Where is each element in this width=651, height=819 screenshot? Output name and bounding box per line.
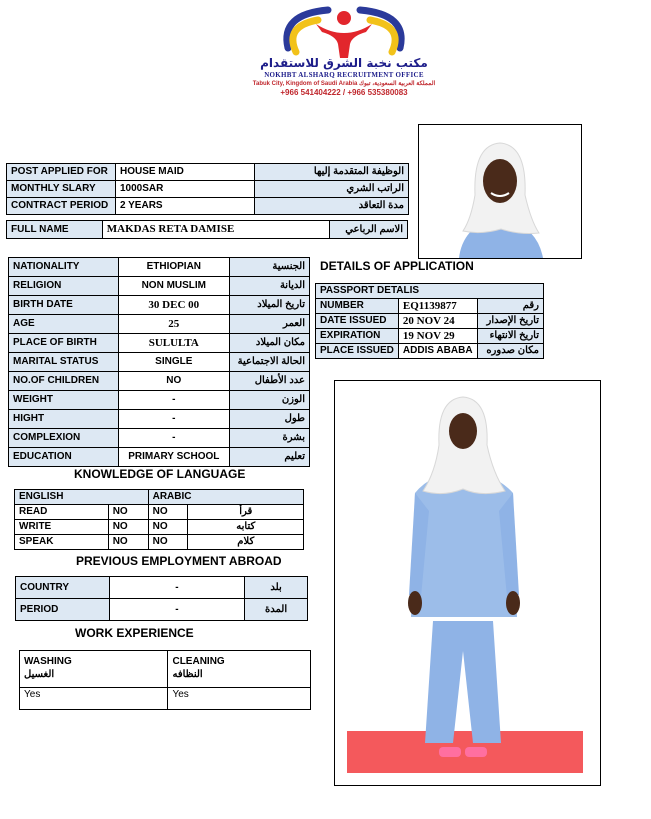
work-table: [19, 650, 311, 710]
table-row: [16, 599, 308, 621]
country-value: -: [109, 577, 244, 599]
table-row: [9, 372, 310, 391]
passport-number-value: EQ1139877: [398, 299, 477, 314]
education-label-ar: تعليم: [230, 448, 310, 467]
contract-label: CONTRACT PERIOD: [7, 198, 116, 215]
nationality-label-ar: الجنسية: [230, 258, 310, 277]
marital-status-label: MARITAL STATUS: [9, 353, 119, 372]
period-label-ar: المدة: [245, 599, 308, 621]
table-row: [9, 353, 310, 372]
table-row: [15, 505, 304, 520]
details-title: DETAILS OF APPLICATION: [320, 259, 474, 273]
table-row: [9, 410, 310, 429]
expiration-label-ar: تاريخ الانتهاء: [477, 329, 543, 344]
cleaning-label-ar: النظافه: [172, 669, 203, 680]
place-issued-value: ADDIS ABABA: [398, 344, 477, 359]
date-issued-value: 20 NOV 24: [398, 314, 477, 329]
post-value: HOUSE MAID: [115, 164, 254, 181]
read-arabic: NO: [148, 505, 188, 520]
personal-table: [8, 257, 310, 467]
place-issued-label-ar: مكان صدوره: [477, 344, 543, 359]
table-row: [316, 344, 544, 359]
weight-label-ar: الوزن: [230, 391, 310, 410]
table-row: [7, 164, 409, 181]
table-row: [16, 577, 308, 599]
work-title: WORK EXPERIENCE: [75, 626, 194, 640]
table-row: [316, 299, 544, 314]
weight-value: -: [118, 391, 230, 410]
period-value: -: [109, 599, 244, 621]
write-english: NO: [108, 520, 148, 535]
place-issued-label: PLACE ISSUED: [316, 344, 399, 359]
read-label: READ: [15, 505, 109, 520]
complexion-value: -: [118, 429, 230, 448]
birth-date-label: BIRTH DATE: [9, 296, 119, 315]
office-phones: +966 541404222 / +966 535380083: [280, 88, 408, 97]
country-label-ar: بلد: [245, 577, 308, 599]
expiration-value: 19 NOV 29: [398, 329, 477, 344]
height-value: -: [118, 410, 230, 429]
salary-label-ar: الراتب الشري: [255, 181, 409, 198]
date-issued-label-ar: تاريخ الإصدار: [477, 314, 543, 329]
complexion-label: COMPLEXION: [9, 429, 119, 448]
read-english: NO: [108, 505, 148, 520]
passport-title: PASSPORT DETALIS: [316, 284, 544, 299]
date-issued-label: DATE ISSUED: [316, 314, 399, 329]
office-name-english: NOKHBT ALSHARQ RECRUITMENT OFFICE: [264, 71, 424, 79]
height-label-ar: طول: [230, 410, 310, 429]
education-label: EDUCATION: [9, 448, 119, 467]
religion-label: RELIGION: [9, 277, 119, 296]
expiration-label: EXPIRATION: [316, 329, 399, 344]
table-row: [15, 520, 304, 535]
full-name-label-ar: الاسم الرباعي: [330, 221, 408, 239]
washing-value: Yes: [20, 688, 168, 710]
religion-value: NON MUSLIM: [118, 277, 230, 296]
cleaning-value: Yes: [168, 688, 311, 710]
write-label-ar: كتابه: [188, 520, 304, 535]
table-row: [9, 429, 310, 448]
table-row: [7, 181, 409, 198]
table-row: [20, 688, 311, 710]
full-body-photo: [334, 380, 601, 786]
passport-number-label-ar: رقم: [477, 299, 543, 314]
salary-value: 1000SAR: [115, 181, 254, 198]
children-label: NO.OF CHILDREN: [9, 372, 119, 391]
period-label: PERIOD: [16, 599, 110, 621]
birth-date-label-ar: تاريخ الميلاد: [230, 296, 310, 315]
washing-header: [20, 651, 168, 688]
table-row: [9, 315, 310, 334]
portrait-photo: [418, 124, 582, 259]
weight-label: WEIGHT: [9, 391, 119, 410]
children-label-ar: عدد الأطفال: [230, 372, 310, 391]
passport-number-label: NUMBER: [316, 299, 399, 314]
nationality-label: NATIONALITY: [9, 258, 119, 277]
full-name-label: FULL NAME: [7, 221, 103, 239]
arabic-header: ARABIC: [148, 490, 303, 505]
age-value: 25: [118, 315, 230, 334]
table-row: [7, 221, 408, 239]
post-table: [6, 163, 409, 215]
table-row: [316, 314, 544, 329]
table-row: [9, 277, 310, 296]
contract-value: 2 YEARS: [115, 198, 254, 215]
washing-label: WASHING: [24, 656, 72, 667]
religion-label-ar: الديانة: [230, 277, 310, 296]
office-location: Tabuk City, Kingdom of Saudi Arabia المملكة العربية السعودية، تبوك: [252, 81, 436, 87]
table-row: [9, 258, 310, 277]
speak-arabic: NO: [148, 535, 188, 550]
english-header: ENGLISH: [15, 490, 149, 505]
passport-table: [315, 283, 544, 359]
nationality-value: ETHIOPIAN: [118, 258, 230, 277]
full-name-value: MAKDAS RETA DAMISE: [102, 221, 329, 239]
place-of-birth-label-ar: مكان الميلاد: [230, 334, 310, 353]
table-row: [316, 284, 544, 299]
portrait-person-icon: [419, 125, 581, 258]
cleaning-label: CLEANING: [172, 656, 225, 667]
table-row: [9, 334, 310, 353]
speak-label-ar: كلام: [188, 535, 304, 550]
marital-status-value: SINGLE: [118, 353, 230, 372]
logo-emblem-icon: [268, 4, 420, 62]
table-row: [7, 198, 409, 215]
full-body-person-icon: [335, 381, 600, 785]
place-of-birth-label: PLACE OF BIRTH: [9, 334, 119, 353]
office-name-arabic: مكتب نخبة الشرق للاستقدام: [260, 56, 428, 70]
speak-english: NO: [108, 535, 148, 550]
table-row: [316, 329, 544, 344]
height-label: HIGHT: [9, 410, 119, 429]
complexion-label-ar: بشرة: [230, 429, 310, 448]
salary-label: MONTHLY SLARY: [7, 181, 116, 198]
full-name-table: [6, 220, 408, 239]
country-label: COUNTRY: [16, 577, 110, 599]
birth-date-value: 30 DEC 00: [118, 296, 230, 315]
children-value: NO: [118, 372, 230, 391]
write-label: WRITE: [15, 520, 109, 535]
contract-label-ar: مدة التعاقد: [255, 198, 409, 215]
washing-label-ar: الغسيل: [24, 669, 55, 680]
previous-title: PREVIOUS EMPLOYMENT ABROAD: [76, 554, 282, 568]
write-arabic: NO: [148, 520, 188, 535]
marital-status-label-ar: الحالة الاجتماعية: [230, 353, 310, 372]
cleaning-header: [168, 651, 311, 688]
table-row: [15, 535, 304, 550]
place-of-birth-value: SULULTA: [118, 334, 230, 353]
post-label: POST APPLIED FOR: [7, 164, 116, 181]
read-label-ar: قرأ: [188, 505, 304, 520]
post-label-ar: الوظيفة المتقدمة إليها: [255, 164, 409, 181]
table-row: [9, 391, 310, 410]
speak-label: SPEAK: [15, 535, 109, 550]
language-table: [14, 489, 304, 550]
table-row: [15, 490, 304, 505]
table-row: [9, 448, 310, 467]
language-title: KNOWLEDGE OF LANGUAGE: [74, 467, 246, 481]
education-value: PRIMARY SCHOOL: [118, 448, 230, 467]
table-row: [9, 296, 310, 315]
age-label: AGE: [9, 315, 119, 334]
table-row: [20, 651, 311, 688]
age-label-ar: العمر: [230, 315, 310, 334]
previous-table: [15, 576, 308, 621]
